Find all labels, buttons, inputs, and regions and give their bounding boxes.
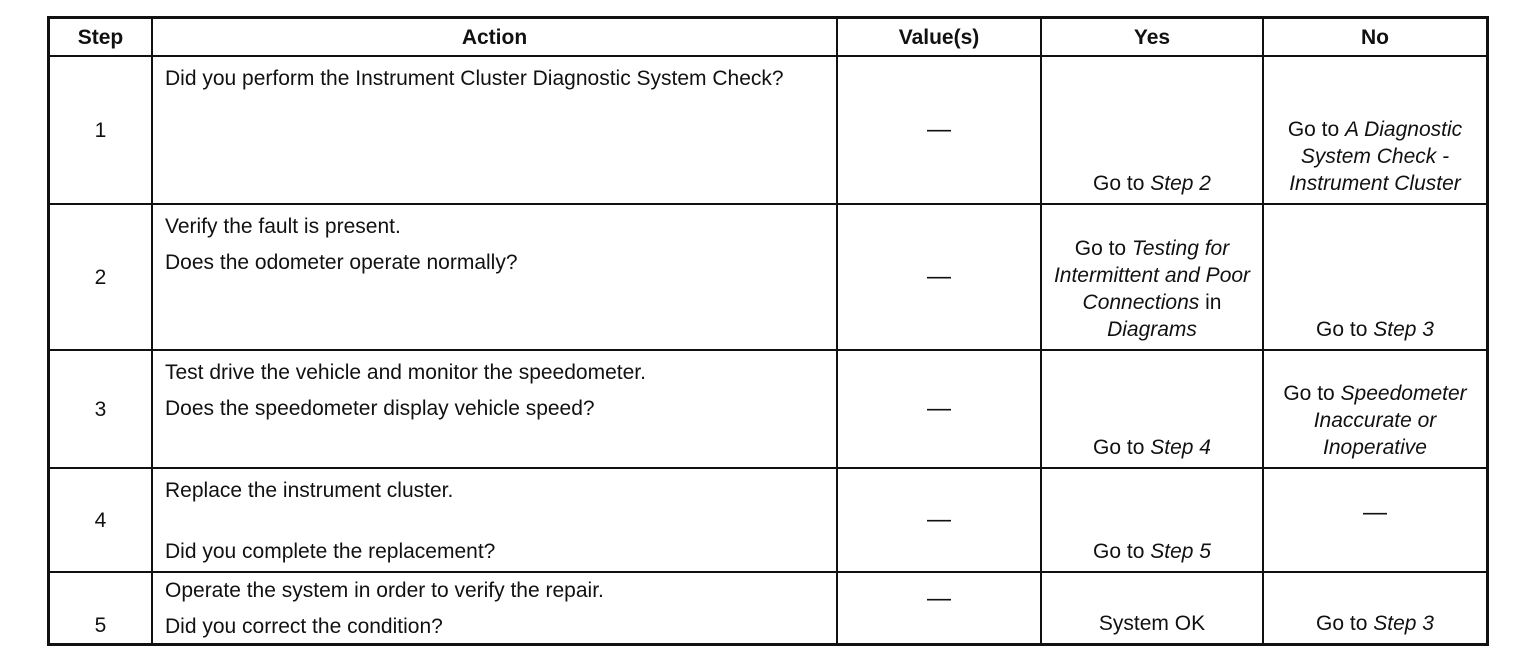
yes-prefix: Go to — [1074, 237, 1132, 260]
action-cell — [152, 204, 837, 350]
no-cell — [1263, 56, 1488, 204]
yes-cell — [1041, 350, 1263, 468]
no-prefix: Go to — [1316, 611, 1374, 635]
yes-cell — [1041, 56, 1263, 204]
action-text: Verify the fault is present. — [165, 215, 401, 238]
value-cell — [837, 572, 1041, 644]
header-no: No — [1263, 18, 1488, 57]
action-question: Did you complete the replacement? — [165, 540, 496, 563]
yes-cell — [1041, 468, 1263, 572]
table-row-step-5 — [49, 572, 1488, 644]
diagnostic-table — [47, 16, 1489, 646]
header-yes: Yes — [1041, 18, 1263, 57]
no-link[interactable]: Step 3 — [1373, 611, 1434, 635]
no-cell — [1263, 572, 1488, 644]
table-row-step-3 — [49, 350, 1488, 468]
step-number: 5 — [49, 572, 153, 644]
value-cell — [837, 56, 1041, 204]
no-prefix: Go to — [1287, 118, 1346, 141]
yes-link[interactable]: Step 5 — [1150, 540, 1211, 563]
action-question: Does the speedometer display vehicle speed? — [165, 397, 595, 420]
action-cell — [152, 468, 837, 572]
no-cell — [1263, 350, 1488, 468]
value-cell — [837, 350, 1041, 468]
yes-link[interactable]: Step 4 — [1150, 436, 1211, 459]
no-link[interactable]: Step 3 — [1373, 318, 1434, 341]
step-number: 1 — [49, 56, 153, 204]
action-cell — [152, 350, 837, 468]
yes-link[interactable]: Step 2 — [1150, 172, 1211, 195]
table-row-step-1 — [49, 56, 1488, 204]
no-dash: — — [1363, 499, 1387, 526]
action-question: Does the odometer operate normally? — [165, 251, 518, 274]
table-header-row — [49, 18, 1488, 57]
table-row-step-4 — [49, 468, 1488, 572]
action-text: Did you perform the Instrument Cluster Diagnostic System Check? — [165, 67, 784, 90]
yes-prefix: Go to — [1093, 436, 1151, 459]
yes-link-tail[interactable]: Diagrams — [1107, 318, 1197, 341]
no-prefix: Go to — [1316, 318, 1374, 341]
yes-cell — [1041, 572, 1263, 644]
action-text: Operate the system in order to verify the repair. — [165, 579, 604, 602]
no-link[interactable]: Speedometer Inaccurate or Inoperative — [1313, 382, 1467, 459]
action-text: Test drive the vehicle and monitor the speedometer. — [165, 361, 646, 384]
no-prefix: Go to — [1283, 382, 1341, 405]
no-link[interactable]: A Diagnostic System Check - Instrument Cluster — [1289, 118, 1463, 195]
value-dash: — — [927, 263, 951, 290]
value-dash: — — [927, 395, 951, 422]
step-number: 3 — [49, 350, 153, 468]
value-dash: — — [927, 116, 951, 143]
header-step: Step — [49, 18, 153, 57]
header-action: Action — [152, 18, 837, 57]
value-cell — [837, 468, 1041, 572]
yes-prefix: Go to — [1093, 540, 1151, 563]
no-cell — [1263, 468, 1488, 572]
header-values: Value(s) — [837, 18, 1041, 57]
yes-cell — [1041, 204, 1263, 350]
no-cell — [1263, 204, 1488, 350]
table-row-step-2 — [49, 204, 1488, 350]
action-question: Did you correct the condition? — [165, 615, 443, 638]
yes-suffix: in — [1199, 291, 1222, 314]
action-cell — [152, 572, 837, 644]
action-cell — [152, 56, 837, 204]
yes-text: System OK — [1098, 611, 1206, 635]
value-dash: — — [927, 585, 951, 612]
step-number: 2 — [49, 204, 153, 350]
step-number: 4 — [49, 468, 153, 572]
yes-prefix: Go to — [1093, 172, 1151, 195]
value-cell — [837, 204, 1041, 350]
yes-link[interactable]: Testing for Intermittent and Poor Connections — [1053, 237, 1251, 314]
value-dash: — — [927, 506, 951, 533]
action-text: Replace the instrument cluster. — [165, 479, 454, 502]
